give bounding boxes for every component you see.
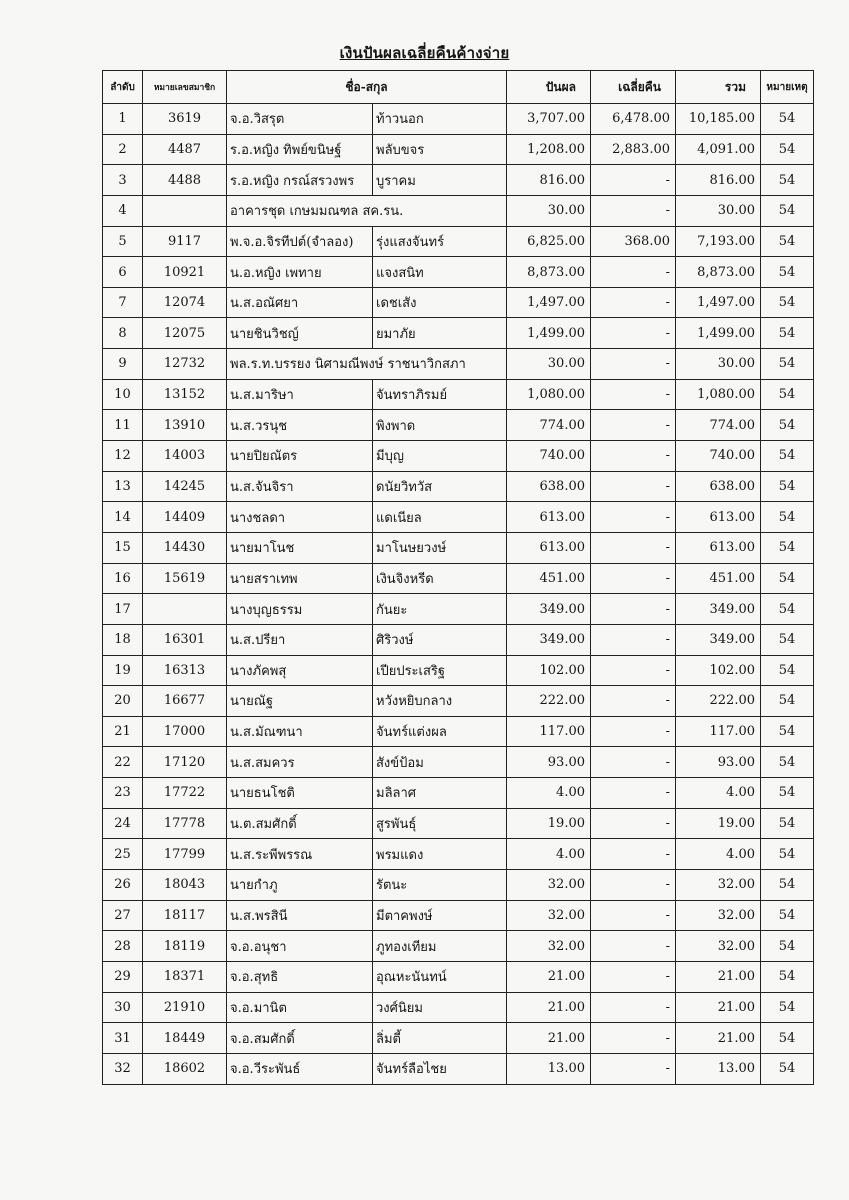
total-cell: 4.00 [676, 778, 761, 809]
last-name-cell: หวังหยิบกลาง [373, 686, 507, 717]
total-cell: 21.00 [676, 961, 761, 992]
row-number: 15 [103, 532, 143, 563]
last-name-cell: กันยะ [373, 594, 507, 625]
first-name-cell: น.ส.จันจิรา [227, 471, 373, 502]
table-row [103, 195, 814, 226]
member-id-cell: 4488 [143, 165, 227, 196]
first-name-cell: จ.อ.วีระพันธ์ [227, 1053, 373, 1084]
member-id-cell: 14245 [143, 471, 227, 502]
refund-cell: 368.00 [591, 226, 676, 257]
table-row [103, 134, 814, 165]
first-name-cell: น.ส.สมควร [227, 747, 373, 778]
note-cell: 54 [761, 502, 814, 533]
last-name-cell: มลิลาศ [373, 778, 507, 809]
header-note: หมายเหตุ [761, 71, 814, 104]
first-name-cell: จ.อ.สมศักดิ์ [227, 1023, 373, 1054]
last-name-cell: ยมาภัย [373, 318, 507, 349]
last-name-cell: จันทราภิรมย์ [373, 379, 507, 410]
total-cell: 222.00 [676, 686, 761, 717]
table-row [103, 1053, 814, 1084]
last-name-cell: วงศ์นิยม [373, 992, 507, 1023]
member-id-cell: 12074 [143, 287, 227, 318]
refund-cell: - [591, 686, 676, 717]
member-id-cell: 15619 [143, 563, 227, 594]
table-row [103, 532, 814, 563]
dividend-cell: 117.00 [507, 716, 591, 747]
refund-cell: - [591, 839, 676, 870]
dividend-cell: 13.00 [507, 1053, 591, 1084]
table-row [103, 716, 814, 747]
dividend-cell: 1,497.00 [507, 287, 591, 318]
refund-cell: - [591, 961, 676, 992]
row-number: 14 [103, 502, 143, 533]
table-row [103, 624, 814, 655]
note-cell: 54 [761, 778, 814, 809]
total-cell: 93.00 [676, 747, 761, 778]
refund-cell: - [591, 349, 676, 380]
last-name-cell: จันทร์ลือไชย [373, 1053, 507, 1084]
header-refund: เฉลี่ยคืน [591, 71, 676, 104]
row-number: 32 [103, 1053, 143, 1084]
refund-cell: - [591, 502, 676, 533]
last-name-cell: พิงพาด [373, 410, 507, 441]
refund-cell: 6,478.00 [591, 104, 676, 135]
first-name-cell: พ.จ.อ.จิรทีปต์(จำลอง) [227, 226, 373, 257]
total-cell: 740.00 [676, 441, 761, 472]
dividend-cell: 32.00 [507, 900, 591, 931]
header-row [103, 71, 814, 104]
refund-cell: - [591, 931, 676, 962]
total-cell: 349.00 [676, 594, 761, 625]
row-number: 30 [103, 992, 143, 1023]
row-number: 9 [103, 349, 143, 380]
dividend-cell: 349.00 [507, 594, 591, 625]
note-cell: 54 [761, 900, 814, 931]
row-number: 3 [103, 165, 143, 196]
member-id-cell: 21910 [143, 992, 227, 1023]
last-name-cell: เปียประเสริฐ [373, 655, 507, 686]
row-number: 21 [103, 716, 143, 747]
note-cell: 54 [761, 686, 814, 717]
first-name-cell: น.อ.หญิง เพทาย [227, 257, 373, 288]
total-cell: 638.00 [676, 471, 761, 502]
table-body [103, 104, 814, 1085]
member-id-cell: 10921 [143, 257, 227, 288]
header-total: รวม [676, 71, 761, 104]
last-name-cell: จันทร์แต่งผล [373, 716, 507, 747]
full-name-cell: อาคารชุด เกษมมณฑล สค.รน. [227, 195, 507, 226]
row-number: 17 [103, 594, 143, 625]
refund-cell: - [591, 747, 676, 778]
dividend-cell: 21.00 [507, 1023, 591, 1054]
member-id-cell: 17778 [143, 808, 227, 839]
note-cell: 54 [761, 1053, 814, 1084]
row-number: 13 [103, 471, 143, 502]
dividend-cell: 349.00 [507, 624, 591, 655]
table-row [103, 778, 814, 809]
first-name-cell: นายมาโนช [227, 532, 373, 563]
note-cell: 54 [761, 441, 814, 472]
table-row [103, 900, 814, 931]
member-id-cell: 16301 [143, 624, 227, 655]
table-row [103, 931, 814, 962]
first-name-cell: จ.อ.วิสรุต [227, 104, 373, 135]
note-cell: 54 [761, 287, 814, 318]
first-name-cell: นางภัคพสุ [227, 655, 373, 686]
refund-cell: - [591, 778, 676, 809]
first-name-cell: น.ส.พรสินี [227, 900, 373, 931]
table-row [103, 747, 814, 778]
note-cell: 54 [761, 226, 814, 257]
refund-cell: - [591, 287, 676, 318]
last-name-cell: แจงสนิท [373, 257, 507, 288]
total-cell: 349.00 [676, 624, 761, 655]
total-cell: 613.00 [676, 532, 761, 563]
last-name-cell: รุ่งแสงจันทร์ [373, 226, 507, 257]
refund-cell: - [591, 195, 676, 226]
member-id-cell: 17000 [143, 716, 227, 747]
dividend-cell: 21.00 [507, 992, 591, 1023]
note-cell: 54 [761, 379, 814, 410]
total-cell: 7,193.00 [676, 226, 761, 257]
dividend-cell: 1,080.00 [507, 379, 591, 410]
table-row [103, 839, 814, 870]
note-cell: 54 [761, 195, 814, 226]
dividend-cell: 30.00 [507, 195, 591, 226]
last-name-cell: ศิริวงษ์ [373, 624, 507, 655]
member-id-cell: 9117 [143, 226, 227, 257]
member-id-cell: 17799 [143, 839, 227, 870]
document-title: เงินปันผลเฉลี่ยคืนค้างจ่าย [339, 44, 510, 62]
member-id-cell [143, 195, 227, 226]
note-cell: 54 [761, 471, 814, 502]
dividend-cell: 30.00 [507, 349, 591, 380]
table-row [103, 686, 814, 717]
row-number: 11 [103, 410, 143, 441]
last-name-cell: สูรพันธุ์ [373, 808, 507, 839]
refund-cell: - [591, 992, 676, 1023]
table-row [103, 226, 814, 257]
last-name-cell: ดนัยวิทวัส [373, 471, 507, 502]
table-row [103, 563, 814, 594]
refund-cell: - [591, 1023, 676, 1054]
first-name-cell: จ.อ.อนุชา [227, 931, 373, 962]
row-number: 28 [103, 931, 143, 962]
row-number: 22 [103, 747, 143, 778]
note-cell: 54 [761, 931, 814, 962]
first-name-cell: น.ส.ระพีพรรณ [227, 839, 373, 870]
table-row [103, 655, 814, 686]
note-cell: 54 [761, 410, 814, 441]
member-id-cell: 13152 [143, 379, 227, 410]
dividend-cell: 21.00 [507, 961, 591, 992]
row-number: 31 [103, 1023, 143, 1054]
table-row [103, 961, 814, 992]
note-cell: 54 [761, 961, 814, 992]
first-name-cell: น.ส.ปรียา [227, 624, 373, 655]
refund-cell: - [591, 257, 676, 288]
first-name-cell: จ.อ.มานิต [227, 992, 373, 1023]
member-id-cell: 18602 [143, 1053, 227, 1084]
member-id-cell: 18119 [143, 931, 227, 962]
row-number: 29 [103, 961, 143, 992]
row-number: 27 [103, 900, 143, 931]
total-cell: 613.00 [676, 502, 761, 533]
row-number: 18 [103, 624, 143, 655]
dividend-cell: 451.00 [507, 563, 591, 594]
dividend-cell: 32.00 [507, 931, 591, 962]
table-row [103, 441, 814, 472]
dividend-table [102, 70, 814, 1085]
row-number: 2 [103, 134, 143, 165]
member-id-cell: 17120 [143, 747, 227, 778]
member-id-cell: 12732 [143, 349, 227, 380]
last-name-cell: เดชเสัง [373, 287, 507, 318]
header-no: ลำดับ [103, 71, 143, 104]
dividend-cell: 93.00 [507, 747, 591, 778]
row-number: 7 [103, 287, 143, 318]
refund-cell: - [591, 624, 676, 655]
last-name-cell: เงินจิงหรีด [373, 563, 507, 594]
first-name-cell: ร.อ.หญิง กรณ์สรวงพร [227, 165, 373, 196]
last-name-cell: มีตาคพงษ์ [373, 900, 507, 931]
refund-cell: - [591, 379, 676, 410]
dividend-cell: 6,825.00 [507, 226, 591, 257]
first-name-cell: นายสราเทพ [227, 563, 373, 594]
table-row [103, 410, 814, 441]
member-id-cell: 17722 [143, 778, 227, 809]
member-id-cell: 14003 [143, 441, 227, 472]
dividend-cell: 638.00 [507, 471, 591, 502]
last-name-cell: มาโนษยวงษ์ [373, 532, 507, 563]
dividend-cell: 740.00 [507, 441, 591, 472]
total-cell: 4.00 [676, 839, 761, 870]
refund-cell: - [591, 471, 676, 502]
table-row [103, 502, 814, 533]
row-number: 8 [103, 318, 143, 349]
last-name-cell: ท้าวนอก [373, 104, 507, 135]
refund-cell: - [591, 532, 676, 563]
first-name-cell: จ.อ.สุทธิ [227, 961, 373, 992]
note-cell: 54 [761, 532, 814, 563]
last-name-cell: ลิ่มตี้ [373, 1023, 507, 1054]
refund-cell: - [591, 808, 676, 839]
note-cell: 54 [761, 870, 814, 901]
table-row [103, 165, 814, 196]
note-cell: 54 [761, 808, 814, 839]
first-name-cell: น.ส.อณัศยา [227, 287, 373, 318]
member-id-cell [143, 594, 227, 625]
member-id-cell: 16313 [143, 655, 227, 686]
dividend-cell: 4.00 [507, 839, 591, 870]
first-name-cell: ร.อ.หญิง ทิพย์ขนิษฐ์ [227, 134, 373, 165]
total-cell: 30.00 [676, 195, 761, 226]
last-name-cell: มีบุญ [373, 441, 507, 472]
dividend-cell: 613.00 [507, 532, 591, 563]
total-cell: 13.00 [676, 1053, 761, 1084]
dividend-cell: 3,707.00 [507, 104, 591, 135]
note-cell: 54 [761, 594, 814, 625]
first-name-cell: นายกำภู [227, 870, 373, 901]
row-number: 4 [103, 195, 143, 226]
last-name-cell: ภูทองเทียม [373, 931, 507, 962]
table-row [103, 808, 814, 839]
table-row [103, 257, 814, 288]
member-id-cell: 4487 [143, 134, 227, 165]
dividend-cell: 1,499.00 [507, 318, 591, 349]
total-cell: 774.00 [676, 410, 761, 441]
row-number: 5 [103, 226, 143, 257]
row-number: 25 [103, 839, 143, 870]
dividend-cell: 816.00 [507, 165, 591, 196]
note-cell: 54 [761, 134, 814, 165]
dividend-cell: 1,208.00 [507, 134, 591, 165]
row-number: 16 [103, 563, 143, 594]
refund-cell: - [591, 900, 676, 931]
note-cell: 54 [761, 563, 814, 594]
first-name-cell: นายณัฐ [227, 686, 373, 717]
member-id-cell: 3619 [143, 104, 227, 135]
total-cell: 1,499.00 [676, 318, 761, 349]
total-cell: 102.00 [676, 655, 761, 686]
note-cell: 54 [761, 747, 814, 778]
row-number: 23 [103, 778, 143, 809]
total-cell: 32.00 [676, 900, 761, 931]
header-name: ชื่อ-สกุล [227, 71, 507, 104]
dividend-cell: 4.00 [507, 778, 591, 809]
refund-cell: - [591, 655, 676, 686]
table-row [103, 1023, 814, 1054]
member-id-cell: 18043 [143, 870, 227, 901]
note-cell: 54 [761, 716, 814, 747]
total-cell: 21.00 [676, 1023, 761, 1054]
refund-cell: - [591, 870, 676, 901]
note-cell: 54 [761, 349, 814, 380]
row-number: 12 [103, 441, 143, 472]
total-cell: 1,497.00 [676, 287, 761, 318]
member-id-cell: 18371 [143, 961, 227, 992]
total-cell: 117.00 [676, 716, 761, 747]
row-number: 6 [103, 257, 143, 288]
total-cell: 10,185.00 [676, 104, 761, 135]
refund-cell: - [591, 594, 676, 625]
member-id-cell: 12075 [143, 318, 227, 349]
refund-cell: - [591, 716, 676, 747]
refund-cell: - [591, 563, 676, 594]
dividend-cell: 222.00 [507, 686, 591, 717]
last-name-cell: พรมแดง [373, 839, 507, 870]
total-cell: 4,091.00 [676, 134, 761, 165]
last-name-cell: สังข์ป้อม [373, 747, 507, 778]
row-number: 20 [103, 686, 143, 717]
total-cell: 19.00 [676, 808, 761, 839]
note-cell: 54 [761, 257, 814, 288]
first-name-cell: นางชลดา [227, 502, 373, 533]
first-name-cell: น.ส.มัณฑนา [227, 716, 373, 747]
note-cell: 54 [761, 318, 814, 349]
table-row [103, 349, 814, 380]
first-name-cell: นายปิยณัตร [227, 441, 373, 472]
dividend-cell: 102.00 [507, 655, 591, 686]
row-number: 1 [103, 104, 143, 135]
last-name-cell: บูราคม [373, 165, 507, 196]
member-id-cell: 16677 [143, 686, 227, 717]
total-cell: 30.00 [676, 349, 761, 380]
refund-cell: - [591, 165, 676, 196]
table-row [103, 379, 814, 410]
member-id-cell: 14409 [143, 502, 227, 533]
dividend-cell: 613.00 [507, 502, 591, 533]
member-id-cell: 13910 [143, 410, 227, 441]
note-cell: 54 [761, 655, 814, 686]
total-cell: 8,873.00 [676, 257, 761, 288]
member-id-cell: 18117 [143, 900, 227, 931]
note-cell: 54 [761, 624, 814, 655]
total-cell: 32.00 [676, 931, 761, 962]
total-cell: 816.00 [676, 165, 761, 196]
note-cell: 54 [761, 839, 814, 870]
note-cell: 54 [761, 992, 814, 1023]
table-row [103, 594, 814, 625]
header-dividend: ปันผล [507, 71, 591, 104]
row-number: 26 [103, 870, 143, 901]
row-number: 19 [103, 655, 143, 686]
member-id-cell: 14430 [143, 532, 227, 563]
refund-cell: - [591, 410, 676, 441]
header-member-id: หมายเลขสมาชิก [143, 71, 227, 104]
refund-cell: 2,883.00 [591, 134, 676, 165]
member-id-cell: 18449 [143, 1023, 227, 1054]
table-row [103, 870, 814, 901]
first-name-cell: น.ส.มาริษา [227, 379, 373, 410]
note-cell: 54 [761, 104, 814, 135]
total-cell: 1,080.00 [676, 379, 761, 410]
refund-cell: - [591, 318, 676, 349]
first-name-cell: น.ส.วรนุช [227, 410, 373, 441]
last-name-cell: แดเนียล [373, 502, 507, 533]
first-name-cell: นางบุญธรรม [227, 594, 373, 625]
note-cell: 54 [761, 165, 814, 196]
row-number: 10 [103, 379, 143, 410]
note-cell: 54 [761, 1023, 814, 1054]
dividend-cell: 32.00 [507, 870, 591, 901]
last-name-cell: อุณหะนันทน์ [373, 961, 507, 992]
last-name-cell: พลับขจร [373, 134, 507, 165]
table-row [103, 992, 814, 1023]
table-row [103, 104, 814, 135]
last-name-cell: รัตนะ [373, 870, 507, 901]
first-name-cell: นายชินวิชญ์ [227, 318, 373, 349]
first-name-cell: นายธนโชติ [227, 778, 373, 809]
table-row [103, 471, 814, 502]
first-name-cell: น.ต.สมศักดิ์ [227, 808, 373, 839]
table-row [103, 318, 814, 349]
row-number: 24 [103, 808, 143, 839]
full-name-cell: พล.ร.ท.บรรยง นิศามณีพงษ์ ราชนาวิกสภา [227, 349, 507, 380]
total-cell: 32.00 [676, 870, 761, 901]
dividend-cell: 19.00 [507, 808, 591, 839]
table-row [103, 287, 814, 318]
dividend-cell: 8,873.00 [507, 257, 591, 288]
refund-cell: - [591, 1053, 676, 1084]
dividend-cell: 774.00 [507, 410, 591, 441]
total-cell: 451.00 [676, 563, 761, 594]
total-cell: 21.00 [676, 992, 761, 1023]
refund-cell: - [591, 441, 676, 472]
